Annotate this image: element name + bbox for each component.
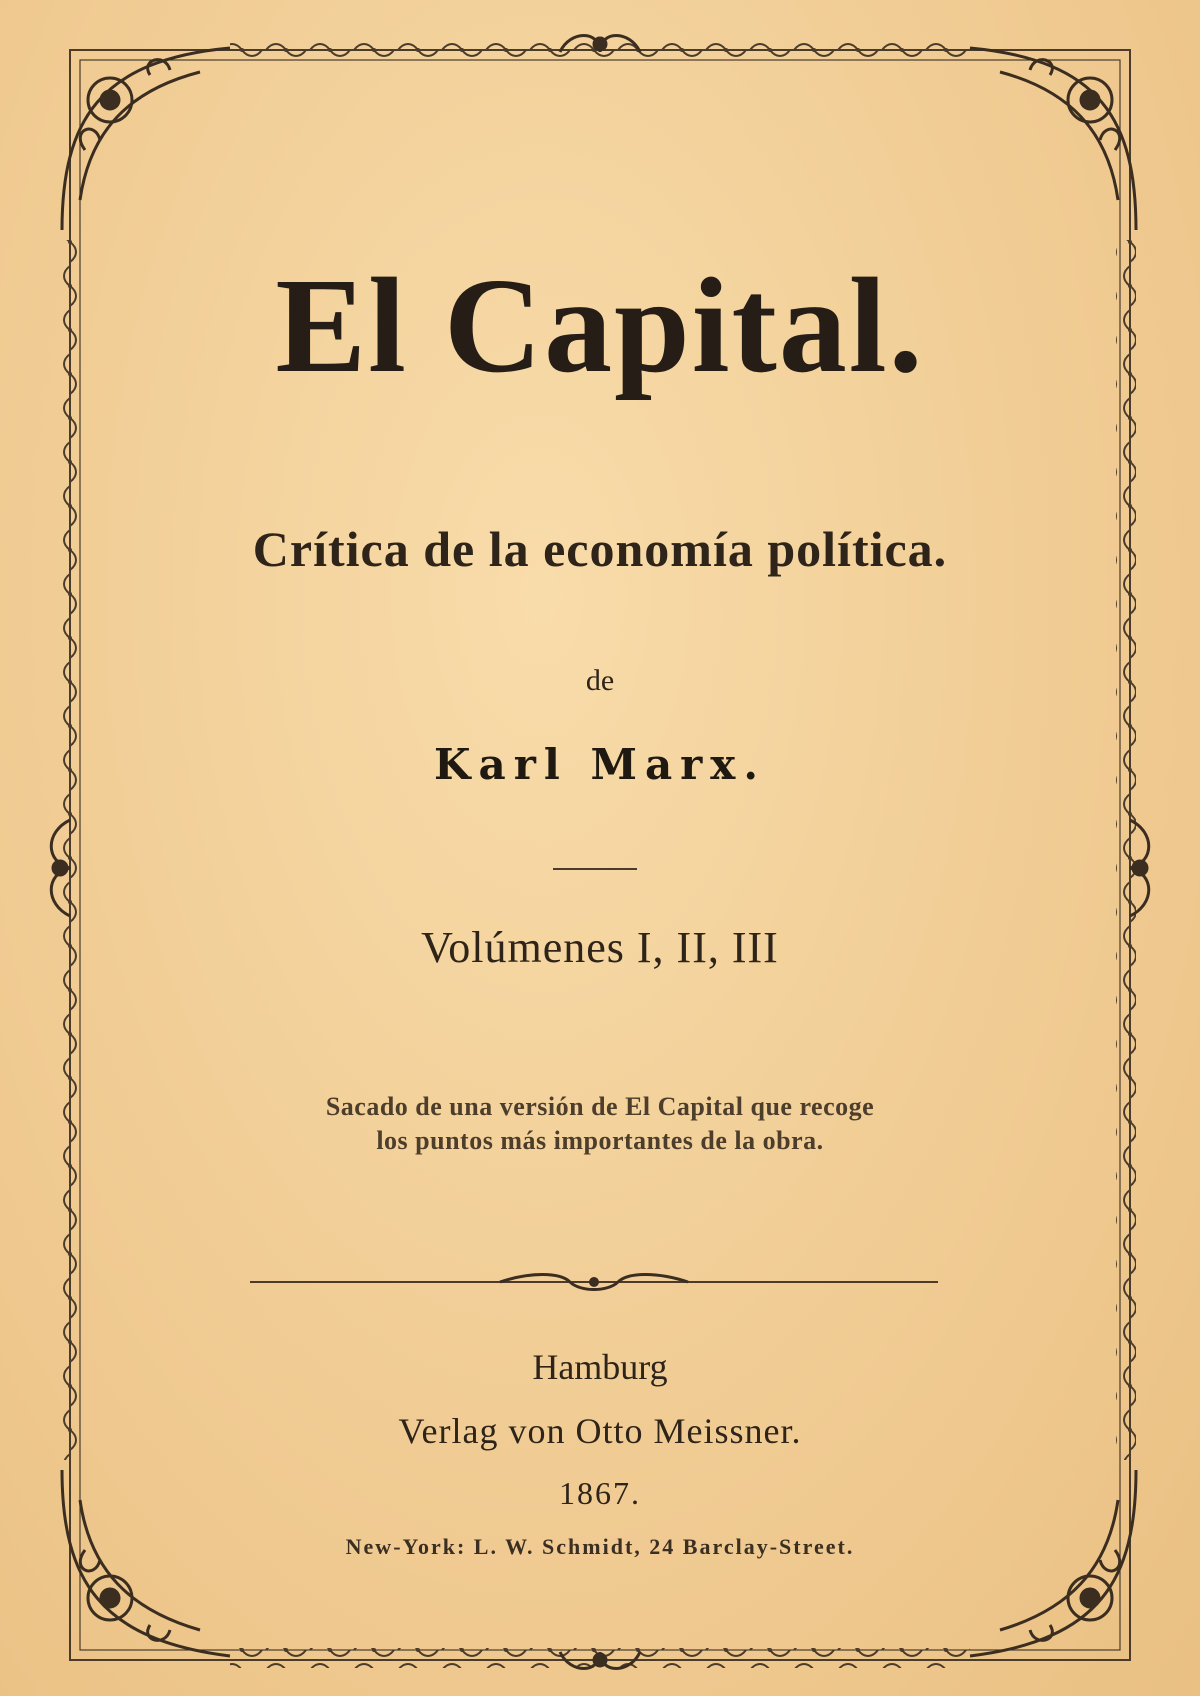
book-title: El Capital. <box>275 251 925 401</box>
author-name: Karl Marx. <box>434 740 766 789</box>
left-chain <box>62 240 82 1460</box>
right-chain <box>1116 240 1136 1460</box>
corner-ornament-top-left <box>62 48 230 230</box>
book-subtitle: Crítica de la economía política. <box>252 521 948 577</box>
distributor-line: New-York: L. W. Schmidt, 24 Barclay-Street. <box>345 1534 855 1559</box>
publisher-name: Verlag von Otto Meissner. <box>398 1411 802 1451</box>
short-rule-divider <box>553 868 637 870</box>
by-word: de <box>585 664 615 697</box>
volumes-line: Volúmenes I, II, III <box>421 923 779 972</box>
edition-note-line-2: los puntos más importantes de la obra. <box>376 1126 824 1155</box>
publication-year: 1867. <box>559 1475 641 1511</box>
corner-ornament-top-right <box>970 48 1136 230</box>
ornamental-divider-icon <box>250 1270 938 1294</box>
edition-note <box>0 1090 1200 1158</box>
edition-note-line-1: Sacado de una versión de El Capital que recoge <box>325 1092 875 1121</box>
publication-city: Hamburg <box>532 1347 668 1387</box>
